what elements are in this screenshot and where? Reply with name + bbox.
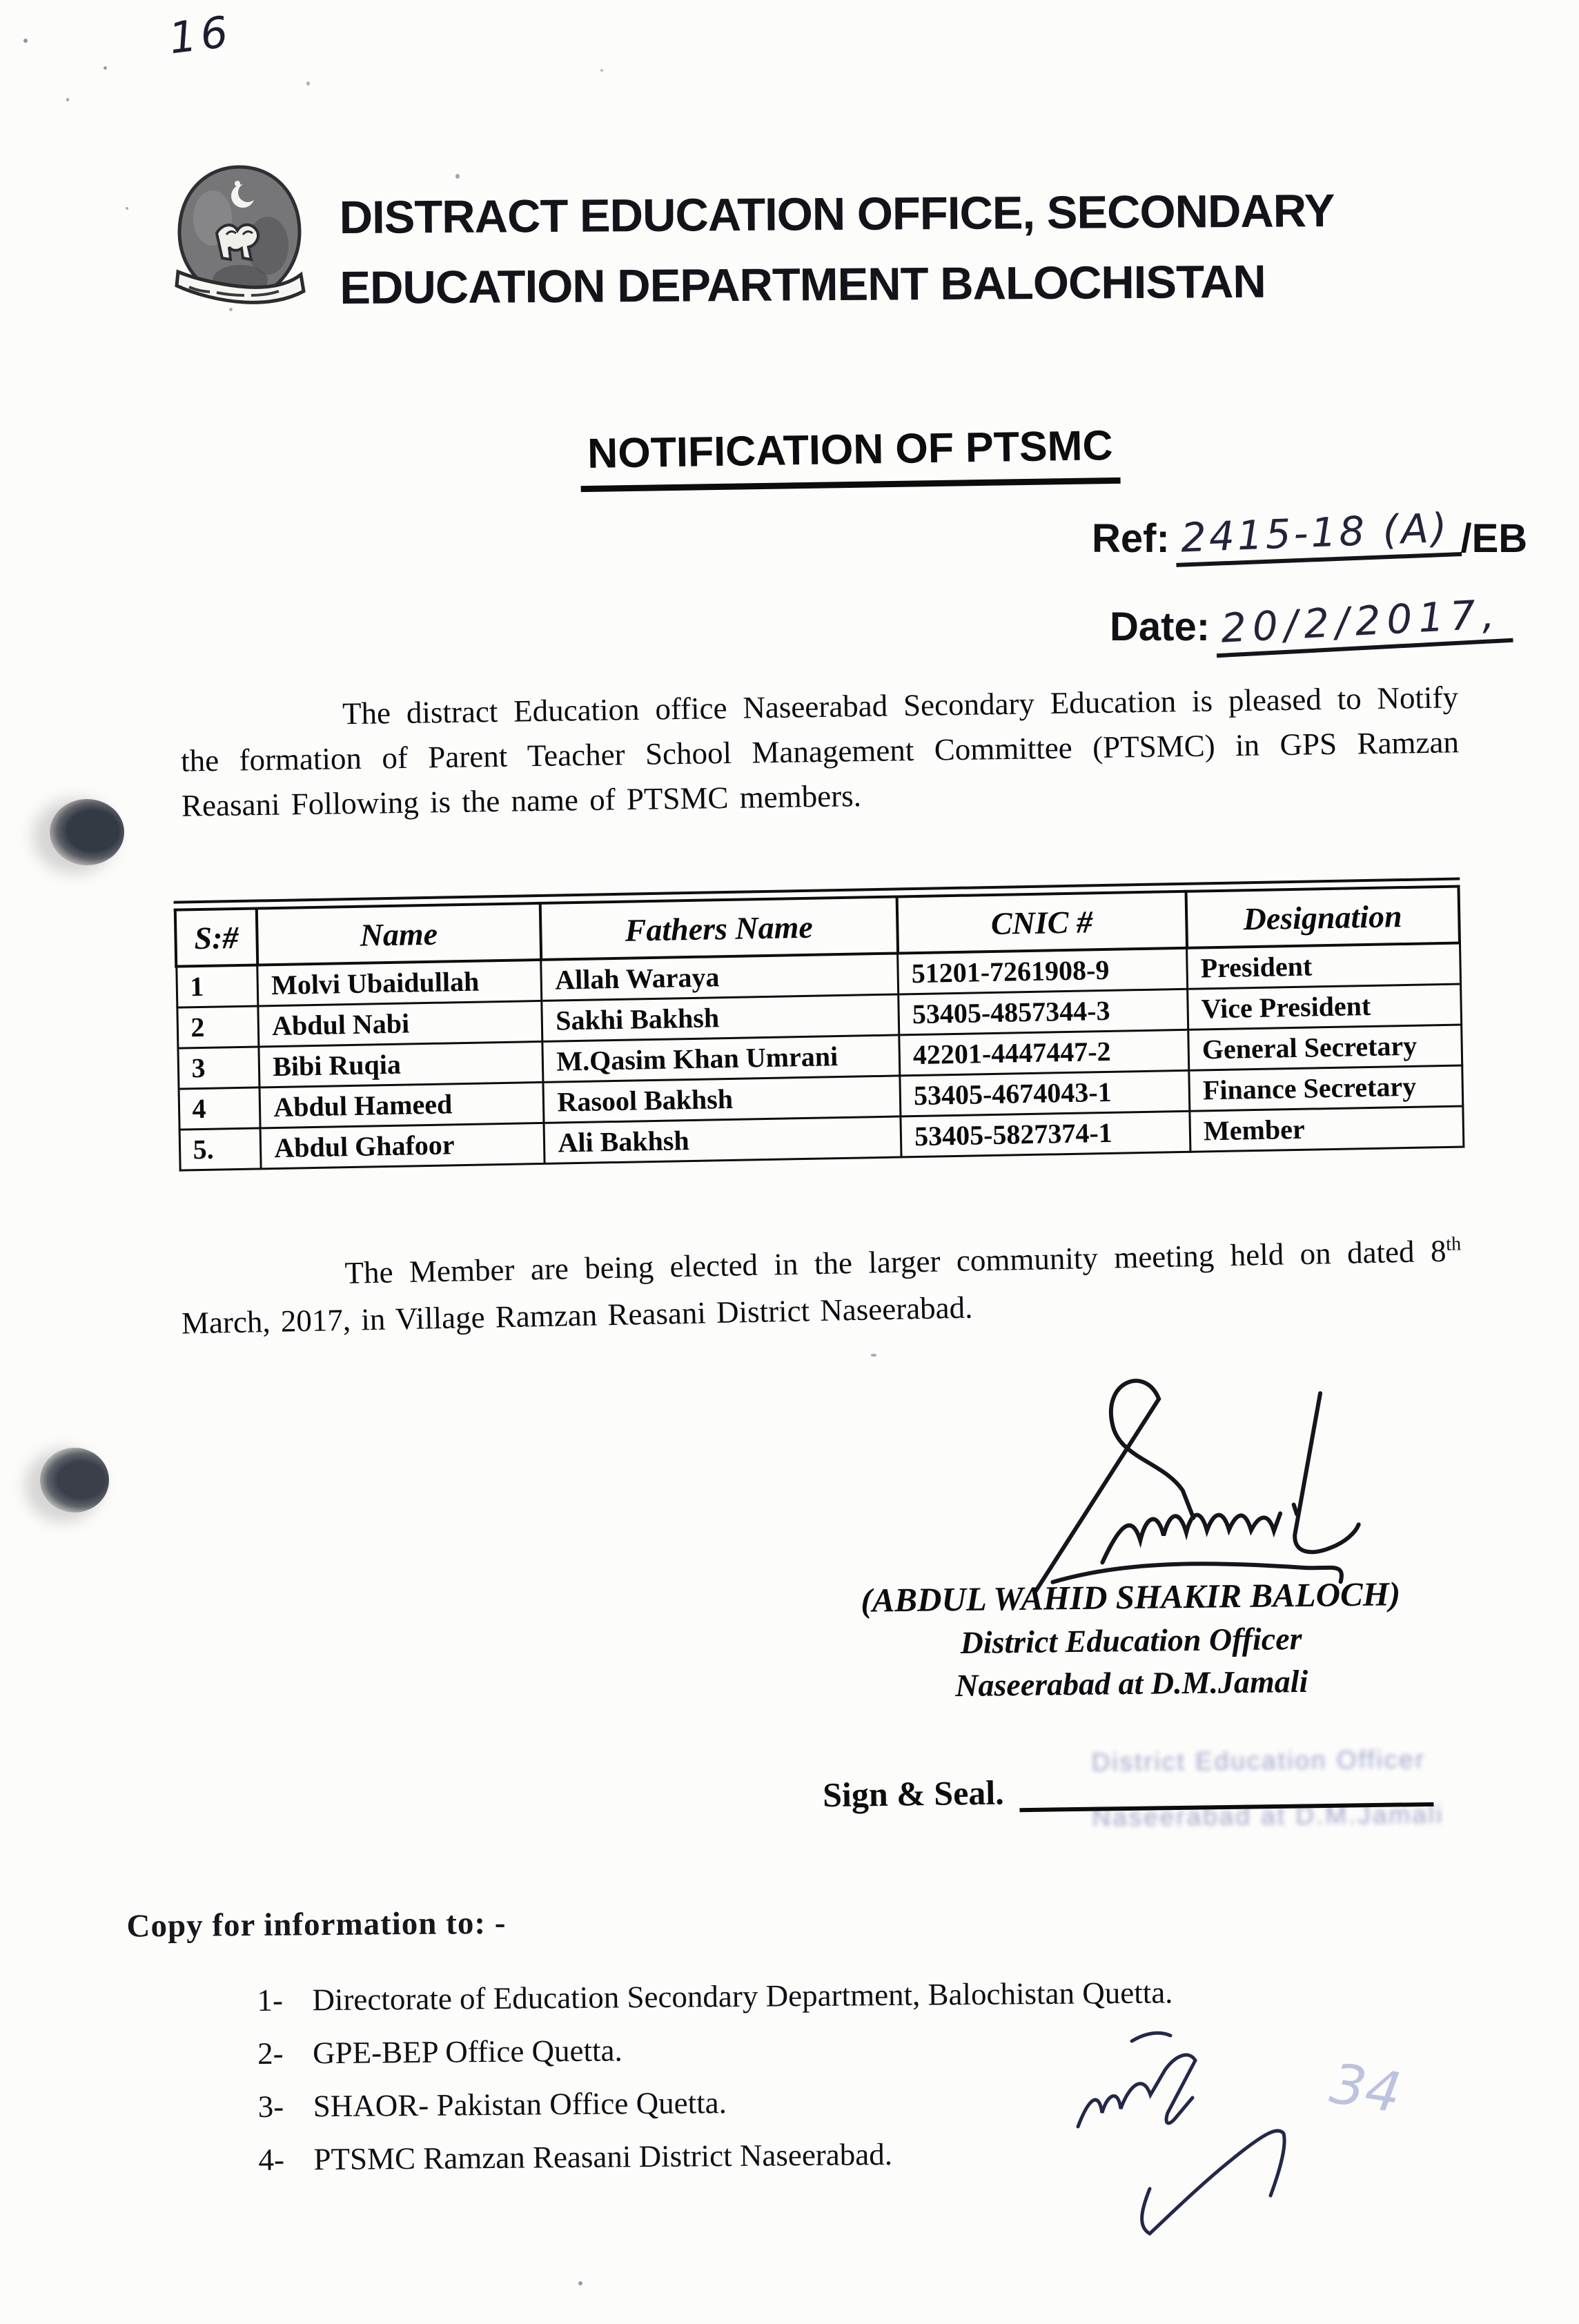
- scan-speck: [66, 98, 69, 101]
- list-item-text: Directorate of Education Secondary Department, Balochistan Quetta.: [312, 1975, 1173, 2018]
- scan-speck: [871, 1354, 876, 1357]
- scan-speck: [104, 66, 107, 70]
- meeting-text-pre: The Member are being elected in the larger community meeting held on dated 8: [344, 1233, 1446, 1290]
- cell-cnic: 51201-7261908-9: [898, 948, 1188, 994]
- copy-list: [257, 1966, 1175, 2187]
- cell-fathers-name: M.Qasim Khan Umrani: [542, 1034, 900, 1081]
- stamp-line-1: District Education Officer: [1091, 1745, 1426, 1777]
- copy-for-information-block: [126, 1898, 1175, 2187]
- signatory-name: (ABDUL WAHID SHAKIR BALOCH): [860, 1575, 1401, 1619]
- cell-name: Molvi Ubaidullah: [257, 960, 542, 1006]
- cell-fathers-name: Allah Waraya: [541, 953, 899, 1000]
- date-handwritten-value: 20/2/2017,: [1214, 591, 1513, 658]
- cell-fathers-name: Sakhi Bakhsh: [542, 994, 899, 1041]
- cell-name: Abdul Nabi: [258, 1001, 542, 1047]
- cell-designation: Vice President: [1188, 984, 1461, 1030]
- cell-serial: 5.: [179, 1127, 262, 1170]
- handwritten-page-number: 16: [166, 6, 235, 64]
- col-header-cnic: CNIC #: [896, 892, 1186, 954]
- sign-seal-label: Sign & Seal.: [822, 1773, 1005, 1815]
- stamp-line-2: Naseerabad at D.M.Jamali: [1092, 1800, 1444, 1832]
- org-line-2: EDUCATION DEPARTMENT BALOCHISTAN: [340, 255, 1266, 315]
- officer-signature-scribble: [979, 1351, 1394, 1596]
- meeting-paragraph: [180, 1221, 1463, 1346]
- ref-handwritten-value: 2415-18 (A): [1175, 505, 1462, 567]
- organisation-name: [339, 176, 1340, 324]
- punch-hole: [40, 1448, 109, 1513]
- reference-line: [1092, 504, 1528, 562]
- cell-cnic: 53405-4857344-3: [899, 989, 1188, 1035]
- list-item-number: 1-: [257, 1982, 284, 2018]
- col-header-fathers-name: Fathers Name: [540, 896, 898, 959]
- cell-serial: 4: [179, 1087, 261, 1129]
- department-emblem-logo: [171, 163, 308, 316]
- scan-speck: [600, 69, 603, 72]
- list-item-text: PTSMC Ramzan Reasani District Naseerabad.: [313, 2136, 893, 2177]
- list-item-text: SHAOR- Pakistan Office Quetta.: [313, 2085, 727, 2124]
- list-item: [257, 1966, 1173, 2027]
- cell-cnic: 53405-5827374-1: [901, 1111, 1190, 1157]
- list-item: [258, 2125, 1175, 2187]
- ref-suffix: /EB: [1460, 516, 1528, 561]
- col-header-designation: Designation: [1186, 887, 1460, 948]
- scan-speck: [126, 207, 128, 210]
- cell-designation: General Secretary: [1188, 1025, 1462, 1070]
- cell-name: Abdul Hameed: [259, 1082, 544, 1128]
- signatory-block: [798, 1571, 1464, 1709]
- cell-fathers-name: Rasool Bakhsh: [543, 1075, 901, 1122]
- cell-designation: Finance Secretary: [1189, 1065, 1462, 1111]
- meeting-text-post: March, 2017, in Village Ramzan Reasani District Naseerabad.: [181, 1290, 973, 1341]
- col-header-name: Name: [257, 903, 542, 965]
- list-item-number: 3-: [257, 2089, 284, 2124]
- list-item-text: GPE-BEP Office Quetta.: [312, 2033, 622, 2071]
- intro-paragraph: The distract Education office Naseerabad Secondary Education is pleased to Notify the formation of Parent Teacher School Management Committee (PTSMC) in GPS Ramzan Reasani Following is the name of PTSMC members.: [180, 680, 1460, 823]
- sign-seal-rule: [1019, 1757, 1433, 1812]
- scan-speck: [306, 81, 310, 86]
- document-title: [121, 413, 1578, 499]
- list-item-number: 2-: [257, 2036, 284, 2071]
- cell-designation: Member: [1190, 1106, 1463, 1152]
- col-header-serial: S:#: [175, 908, 257, 966]
- org-line-1: DISTRACT EDUCATION OFFICE, SECONDARY: [339, 184, 1335, 244]
- ordinal-superscript: th: [1445, 1233, 1462, 1255]
- list-item-number: 4-: [258, 2142, 285, 2177]
- cell-fathers-name: Ali Bakhsh: [544, 1116, 901, 1163]
- cell-designation: President: [1187, 943, 1460, 989]
- cell-serial: 3: [177, 1046, 259, 1088]
- date-label: Date:: [1110, 604, 1210, 649]
- date-line: [1110, 590, 1512, 652]
- handwritten-tally-number: 34: [1326, 2051, 1406, 2126]
- document-title-text: NOTIFICATION OF PTSMC: [580, 421, 1121, 492]
- signatory-location: Naseerabad at D.M.Jamali: [954, 1663, 1308, 1704]
- scan-speck: [23, 39, 28, 43]
- cell-serial: 2: [177, 1005, 259, 1047]
- punch-hole: [50, 799, 124, 865]
- sign-and-seal-line: [823, 1757, 1433, 1815]
- cell-serial: 1: [176, 965, 258, 1007]
- ref-label: Ref:: [1092, 516, 1170, 561]
- scan-speck: [455, 174, 460, 179]
- handwritten-initials-scribble: [1063, 2015, 1401, 2253]
- signatory-title: District Education Officer: [960, 1620, 1302, 1661]
- scan-speck: [578, 2281, 582, 2285]
- cell-cnic: 42201-4447447-2: [899, 1030, 1189, 1076]
- cell-cnic: 53405-4674043-1: [900, 1070, 1190, 1116]
- list-item: [257, 2072, 1174, 2134]
- cell-name: Bibi Ruqia: [259, 1041, 543, 1087]
- copy-heading: Copy for information to: -: [126, 1904, 507, 1944]
- ptsmc-members-table: [174, 878, 1465, 1172]
- cell-name: Abdul Ghafoor: [260, 1123, 545, 1169]
- list-item: [257, 2019, 1174, 2080]
